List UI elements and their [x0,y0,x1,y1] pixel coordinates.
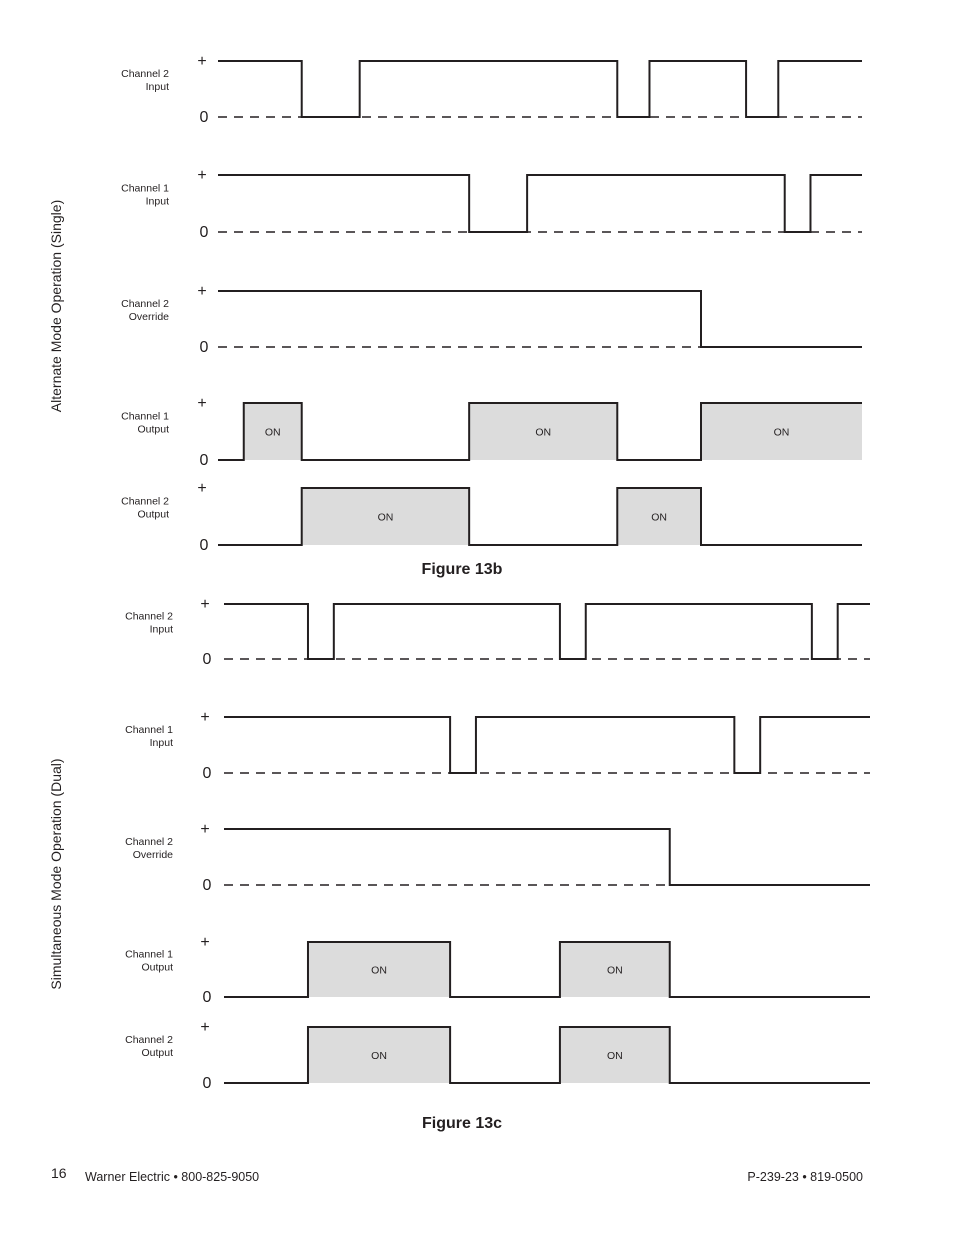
signal-label-line2: Input [149,737,173,749]
signal-label-line1: Channel 1 [125,724,173,736]
zero-level-marker: 0 [199,224,209,241]
signal-label-line2: Input [145,195,169,208]
on-label: ON [377,511,394,524]
high-level-marker: + [197,395,207,412]
signal-label-line1: Channel 2 [125,610,173,623]
footer-document-number: P-239-23 • 819-0500 [747,1170,863,1184]
signal-waveform [224,717,870,773]
figure-13b-side-title: Alternate Mode Operation (Single) [48,199,64,413]
zero-level-marker: 0 [199,452,209,469]
signal-label-line2: Output [141,1047,173,1059]
figure-13c-caption: Figure 13c [421,1115,503,1132]
timing-row [125,934,870,1006]
zero-level-marker: 0 [202,765,212,782]
on-label: ON [651,511,668,524]
zero-level-marker: 0 [202,1075,212,1092]
page-footer [51,1165,863,1184]
signal-label-line1: Channel 2 [125,1034,173,1046]
high-level-marker: + [200,1019,210,1036]
zero-level-marker: 0 [199,537,209,554]
zero-level-marker: 0 [202,651,212,668]
signal-label-line2: Output [141,961,173,974]
signal-label-line1: Channel 1 [121,410,169,423]
signal-label-line1: Channel 1 [121,182,169,195]
signal-waveform [224,829,870,885]
high-level-marker: + [200,821,210,838]
signal-label-line2: Output [137,508,169,521]
on-label: ON [773,426,790,439]
signal-label-line1: Channel 2 [121,495,169,508]
timing-row [125,709,870,782]
high-level-marker: + [200,934,210,951]
on-label: ON [535,426,552,439]
figure-13c [48,596,870,1132]
timing-row [125,821,870,894]
signal-label-line2: Override [128,311,169,323]
high-level-marker: + [200,596,210,613]
timing-row [125,596,870,668]
zero-level-marker: 0 [199,339,209,356]
timing-row [125,1019,870,1092]
signal-label-line2: Output [137,423,169,436]
signal-label-line2: Input [145,81,169,93]
signal-waveform [224,604,870,659]
signal-label-line1: Channel 1 [125,948,173,961]
zero-level-marker: 0 [202,989,212,1006]
signal-label-line2: Input [149,623,173,636]
on-label: ON [371,964,387,977]
signal-label-line1: Channel 2 [121,68,169,80]
timing-row [121,53,862,126]
figure-13b-rows [121,53,862,554]
zero-level-marker: 0 [199,109,209,126]
high-level-marker: + [197,480,207,497]
figure-13c-side-title: Simultaneous Mode Operation (Dual) [48,758,64,990]
page-number: 16 [51,1165,67,1181]
on-label: ON [606,1050,623,1062]
timing-row [121,480,862,554]
signal-waveform [218,291,862,347]
signal-label-line2: Override [132,849,173,861]
signal-waveform [218,61,862,117]
figure-13b-caption: Figure 13b [421,561,503,578]
figure-13c-rows [125,596,870,1092]
footer-company-phone: Warner Electric • 800-825-9050 [85,1170,260,1184]
high-level-marker: + [197,167,207,184]
high-level-marker: + [197,283,207,300]
signal-label-line1: Channel 2 [121,298,169,310]
timing-row [121,395,862,469]
high-level-marker: + [200,709,210,726]
signal-waveform [218,175,862,232]
on-label: ON [371,1050,387,1062]
high-level-marker: + [197,53,207,70]
on-label: ON [264,426,281,439]
zero-level-marker: 0 [202,877,212,894]
timing-row [121,283,862,356]
figure-13b [48,53,862,578]
signal-label-line1: Channel 2 [125,836,173,848]
on-label: ON [606,964,623,977]
timing-row [121,167,862,241]
